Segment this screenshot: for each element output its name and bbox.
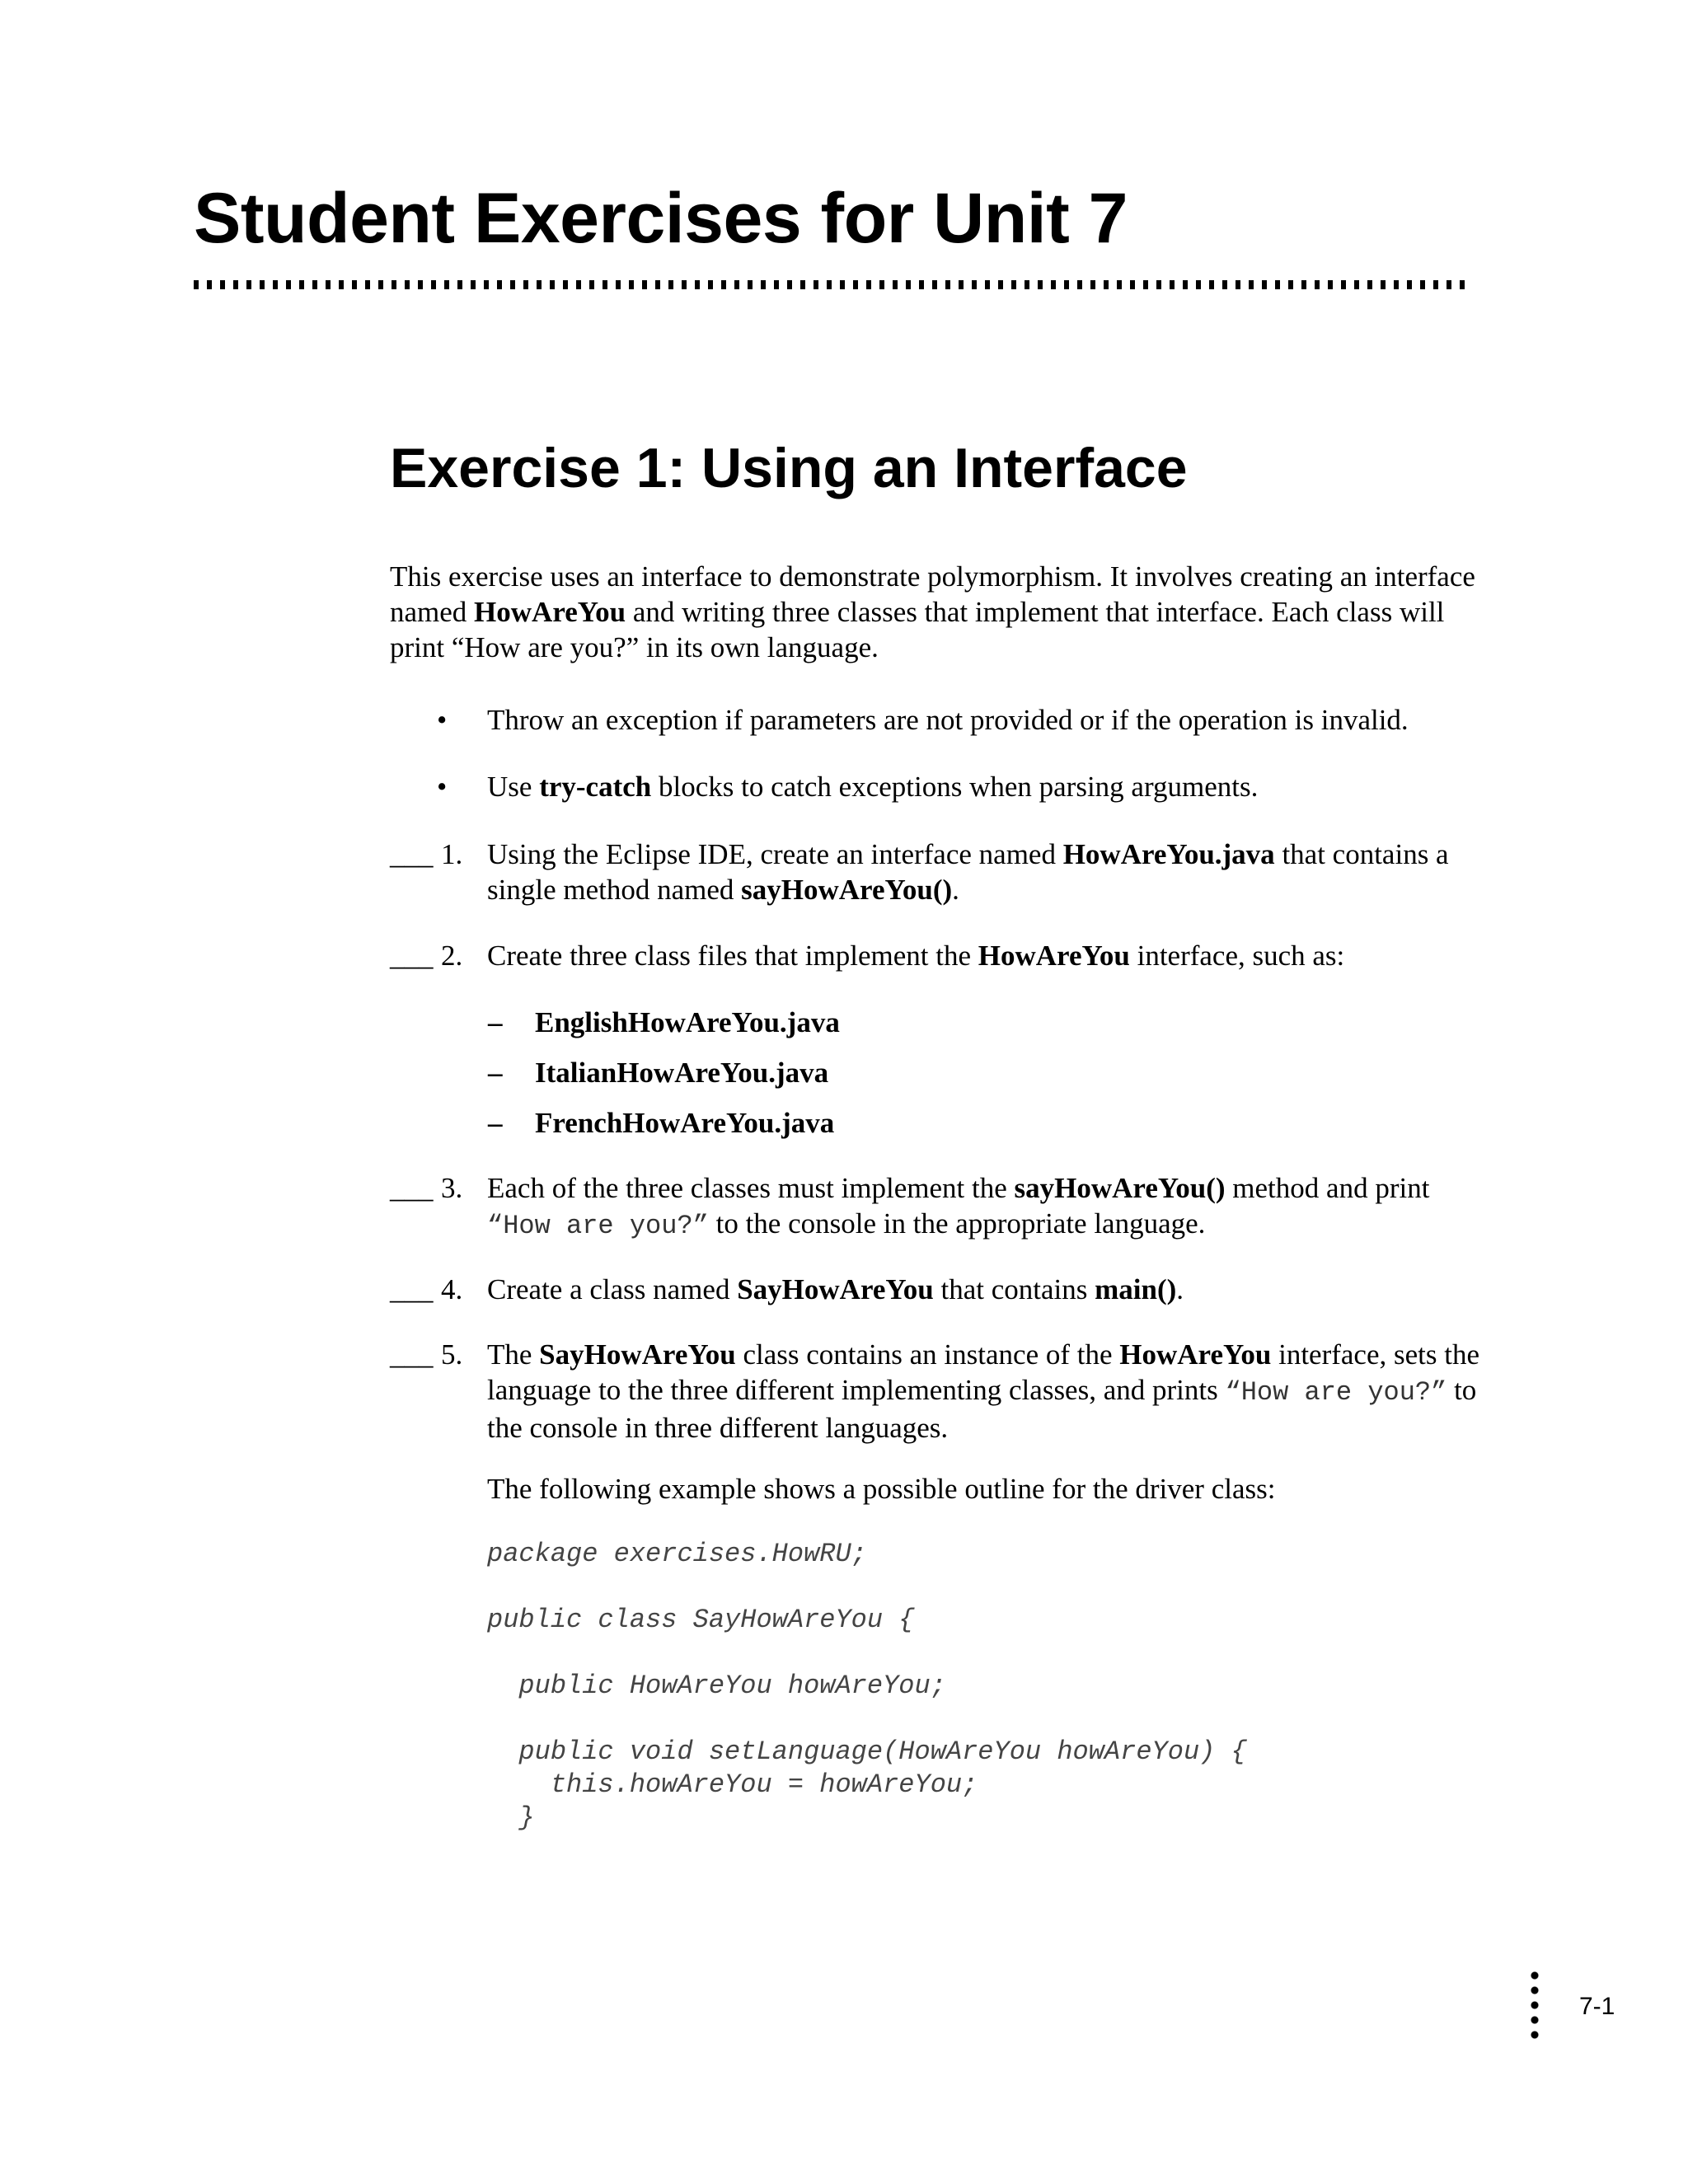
outline-intro: The following example shows a possible outline for the driver class: bbox=[487, 1473, 1276, 1505]
dotted-rule bbox=[194, 280, 1465, 289]
code-sample: package exercises.HowRU; public class SayHowAreYou { public HowAreYou howAreYou; public void setLanguage(HowAreYou howAreYou) { this.howAreYou = howAreYou; } bbox=[487, 1539, 1247, 1833]
checkbox-blank: ___ bbox=[390, 1338, 434, 1371]
checkbox-blank: ___ bbox=[390, 1273, 434, 1305]
bullet-item: • Throw an exception if parameters are not provided or if the operation is invalid. bbox=[437, 704, 1409, 736]
step-5: ___ 5. The SayHowAreYou class contains an instance of the HowAreYou interface, sets the language to the three different implementing classes, and prints “How are you?” to the console in three different languages. bbox=[390, 1338, 1479, 1444]
page-number: 7-1 bbox=[1579, 1993, 1615, 2020]
intro-paragraph: This exercise uses an interface to demonstrate polymorphism. It involves creating an interface named HowAreYou and writing three classes that implement that interface. Each class will print “How are you?” in its own language. bbox=[390, 560, 1475, 663]
file-item: – FrenchHowAreYou.java bbox=[488, 1107, 835, 1139]
step-3: ___ 3. Each of the three classes must implement the sayHowAreYou() method and print “How are you?” to the console in the appropriate language. bbox=[390, 1172, 1430, 1241]
checkbox-blank: ___ bbox=[390, 1172, 434, 1204]
step-1: ___ 1. Using the Eclipse IDE, create an interface named HowAreYou.java that contains a single method named sayHowAreYou(). bbox=[390, 838, 1449, 906]
checkbox-blank: ___ bbox=[390, 838, 434, 870]
file-item: – ItalianHowAreYou.java bbox=[488, 1057, 829, 1089]
exercise-title: Exercise 1: Using an Interface bbox=[390, 437, 1188, 499]
margin-dots bbox=[1531, 1968, 1539, 2042]
page-title: Student Exercises for Unit 7 bbox=[194, 179, 1128, 258]
checkbox-blank: ___ bbox=[390, 940, 434, 972]
step-4: ___ 4. Create a class named SayHowAreYou that contains main(). bbox=[390, 1273, 1184, 1305]
file-item: – EnglishHowAreYou.java bbox=[488, 1006, 840, 1038]
step-2: ___ 2. Create three class files that implement the HowAreYou interface, such as: bbox=[390, 940, 1345, 972]
bullet-item: • Use try-catch blocks to catch exceptions when parsing arguments. bbox=[437, 771, 1259, 803]
